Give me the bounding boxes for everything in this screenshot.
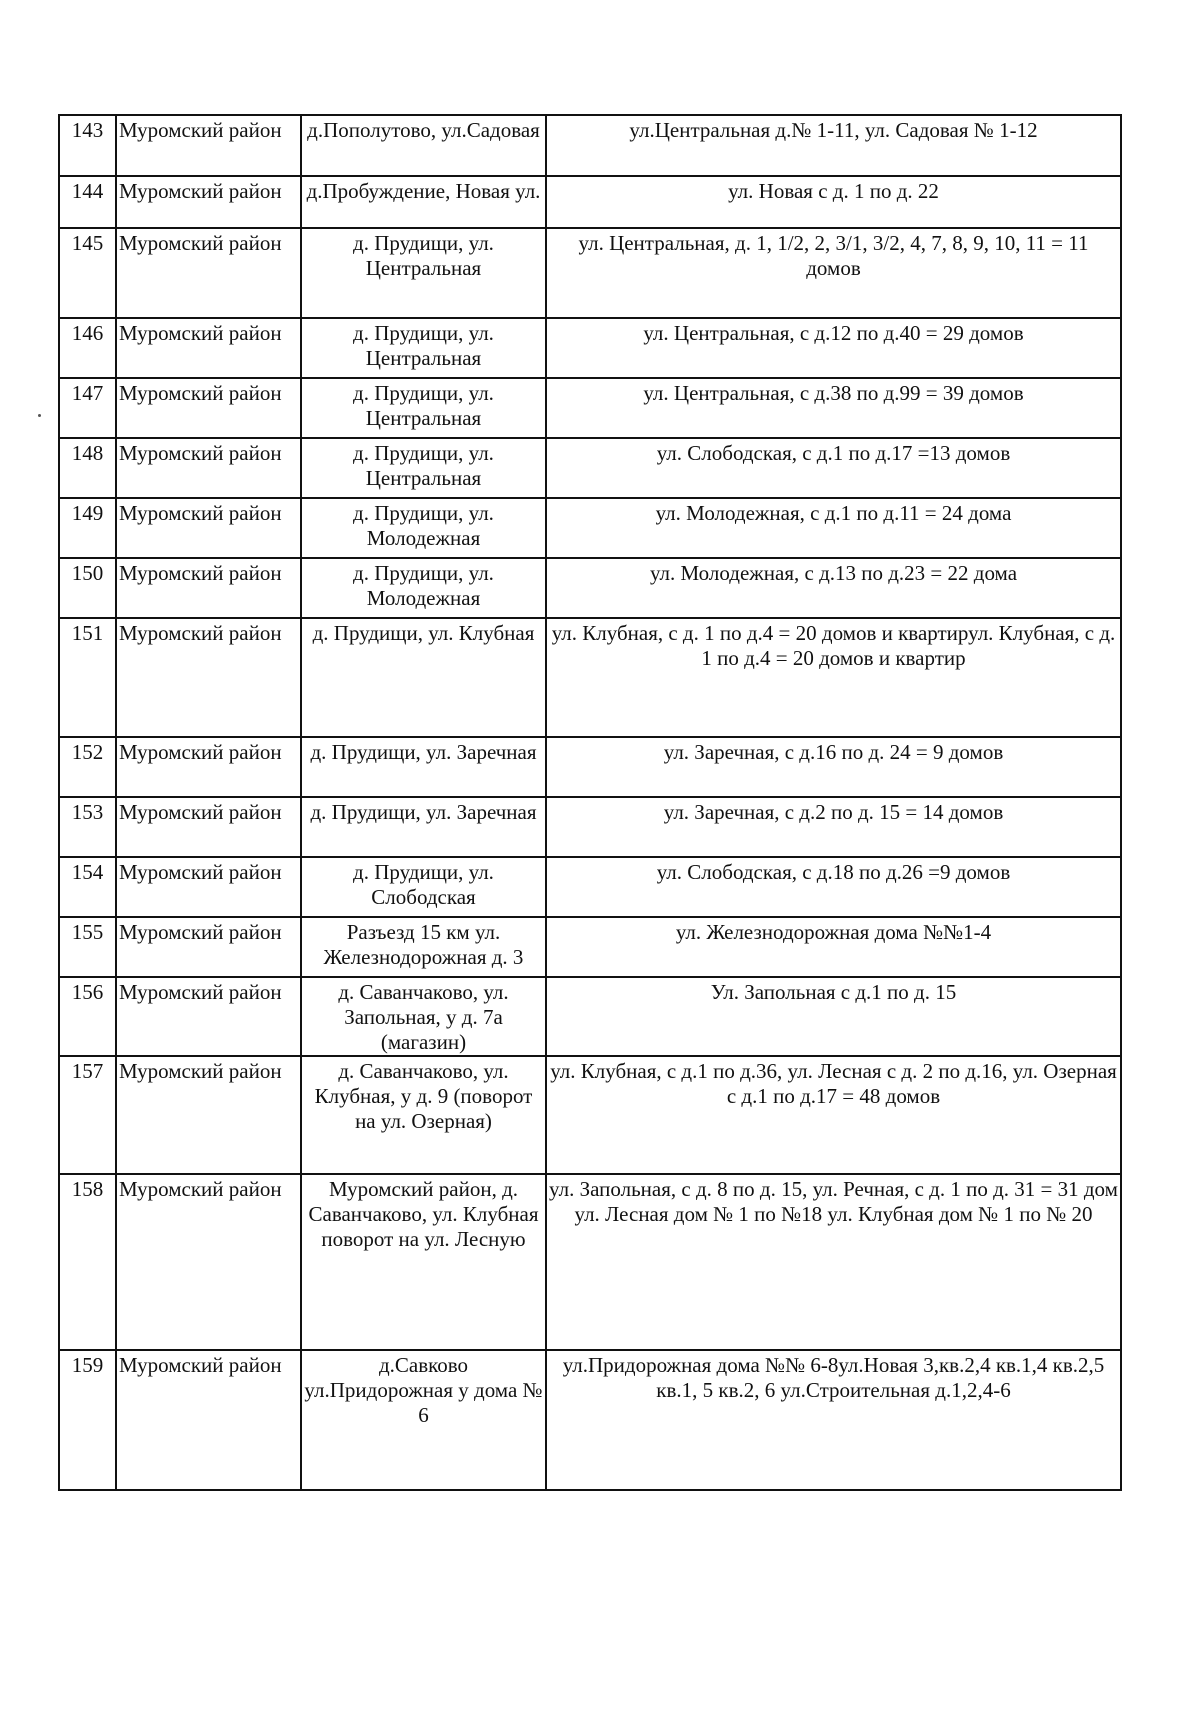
table-row <box>59 115 1121 176</box>
table-row <box>59 318 1121 378</box>
streets-cell: ул. Слободская, с д.18 по д.26 =9 домов <box>546 857 1121 917</box>
place-cell: д. Прудищи, ул. Заречная <box>301 737 546 797</box>
row-number: 151 <box>59 618 116 737</box>
row-number: 159 <box>59 1350 116 1490</box>
district-cell: Муромский район <box>116 977 301 1056</box>
district-cell: Муромский район <box>116 1350 301 1490</box>
place-cell: д. Прудищи, ул. Молодежная <box>301 558 546 618</box>
row-number: 156 <box>59 977 116 1056</box>
place-cell: д. Прудищи, ул. Центральная <box>301 438 546 498</box>
table-row <box>59 857 1121 917</box>
streets-cell: ул. Молодежная, с д.1 по д.11 = 24 дома <box>546 498 1121 558</box>
row-number: 158 <box>59 1174 116 1350</box>
streets-cell: ул. Клубная, с д.1 по д.36, ул. Лесная с д. 2 по д.16, ул. Озерная с д.1 по д.17 = 48 домов <box>546 1056 1121 1174</box>
table-row <box>59 1174 1121 1350</box>
district-cell: Муромский район <box>116 917 301 977</box>
row-number: 149 <box>59 498 116 558</box>
row-number: 157 <box>59 1056 116 1174</box>
district-cell: Муромский район <box>116 618 301 737</box>
place-cell: д. Прудищи, ул. Клубная <box>301 618 546 737</box>
place-cell: д. Прудищи, ул. Центральная <box>301 228 546 318</box>
row-number: 150 <box>59 558 116 618</box>
place-cell: д. Саванчаково, ул. Клубная, у д. 9 (поворот на ул. Озерная) <box>301 1056 546 1174</box>
table-row <box>59 558 1121 618</box>
streets-cell: Ул. Запольная с д.1 по д. 15 <box>546 977 1121 1056</box>
district-cell: Муромский район <box>116 176 301 228</box>
district-cell: Муромский район <box>116 378 301 438</box>
place-cell: Разъезд 15 км ул. Железнодорожная д. 3 <box>301 917 546 977</box>
place-cell: д. Прудищи, ул. Центральная <box>301 318 546 378</box>
place-cell: д.Савково ул.Придорожная у дома № 6 <box>301 1350 546 1490</box>
table-row <box>59 977 1121 1056</box>
place-cell: д. Прудищи, ул. Центральная <box>301 378 546 438</box>
row-number: 146 <box>59 318 116 378</box>
district-cell: Муромский район <box>116 115 301 176</box>
row-number: 152 <box>59 737 116 797</box>
streets-cell: ул. Запольная, с д. 8 по д. 15, ул. Речная, с д. 1 по д. 31 = 31 дом ул. Лесная дом № 1 по №18 ул. Клубная дом № 1 по № 20 <box>546 1174 1121 1350</box>
table-row <box>59 1350 1121 1490</box>
streets-cell: ул. Слободская, с д.1 по д.17 =13 домов <box>546 438 1121 498</box>
table-row <box>59 737 1121 797</box>
table-row <box>59 498 1121 558</box>
place-cell: д.Пополутово, ул.Садовая <box>301 115 546 176</box>
table-row <box>59 438 1121 498</box>
table-row <box>59 228 1121 318</box>
district-cell: Муромский район <box>116 558 301 618</box>
place-cell: Муромский район, д. Саванчаково, ул. Клубная поворот на ул. Лесную <box>301 1174 546 1350</box>
table-row <box>59 378 1121 438</box>
district-cell: Муромский район <box>116 737 301 797</box>
streets-cell: ул. Заречная, с д.2 по д. 15 = 14 домов <box>546 797 1121 857</box>
streets-cell: ул. Новая с д. 1 по д. 22 <box>546 176 1121 228</box>
table-row <box>59 618 1121 737</box>
streets-cell: ул.Придорожная дома №№ 6-8ул.Новая 3,кв.2,4 кв.1,4 кв.2,5 кв.1, 5 кв.2, 6 ул.Строительная д.1,2,4-6 <box>546 1350 1121 1490</box>
district-cell: Муромский район <box>116 318 301 378</box>
district-cell: Муромский район <box>116 228 301 318</box>
place-cell: д. Прудищи, ул. Заречная <box>301 797 546 857</box>
place-cell: д. Прудищи, ул. Молодежная <box>301 498 546 558</box>
row-number: 147 <box>59 378 116 438</box>
streets-cell: ул. Центральная, с д.12 по д.40 = 29 домов <box>546 318 1121 378</box>
row-number: 153 <box>59 797 116 857</box>
table-row <box>59 797 1121 857</box>
district-cell: Муромский район <box>116 1174 301 1350</box>
district-cell: Муромский район <box>116 857 301 917</box>
place-cell: д. Саванчаково, ул. Запольная, у д. 7а (магазин) <box>301 977 546 1056</box>
address-table <box>58 114 1122 1491</box>
table-row <box>59 917 1121 977</box>
district-cell: Муромский район <box>116 438 301 498</box>
streets-cell: ул. Центральная, д. 1, 1/2, 2, 3/1, 3/2, 4, 7, 8, 9, 10, 11 = 11 домов <box>546 228 1121 318</box>
streets-cell: ул. Центральная, с д.38 по д.99 = 39 домов <box>546 378 1121 438</box>
place-cell: д.Пробуждение, Новая ул. <box>301 176 546 228</box>
row-number: 148 <box>59 438 116 498</box>
row-number: 155 <box>59 917 116 977</box>
table-row <box>59 1056 1121 1174</box>
streets-cell: ул. Клубная, с д. 1 по д.4 = 20 домов и квартирул. Клубная, с д. 1 по д.4 = 20 домов и квартир <box>546 618 1121 737</box>
row-number: 145 <box>59 228 116 318</box>
row-number: 143 <box>59 115 116 176</box>
scan-speck <box>38 414 41 417</box>
district-cell: Муромский район <box>116 1056 301 1174</box>
streets-cell: ул. Железнодорожная дома №№1-4 <box>546 917 1121 977</box>
streets-cell: ул. Заречная, с д.16 по д. 24 = 9 домов <box>546 737 1121 797</box>
district-cell: Муромский район <box>116 498 301 558</box>
district-cell: Муромский район <box>116 797 301 857</box>
row-number: 144 <box>59 176 116 228</box>
table-row <box>59 176 1121 228</box>
row-number: 154 <box>59 857 116 917</box>
streets-cell: ул.Центральная д.№ 1-11, ул. Садовая № 1-12 <box>546 115 1121 176</box>
place-cell: д. Прудищи, ул. Слободская <box>301 857 546 917</box>
streets-cell: ул. Молодежная, с д.13 по д.23 = 22 дома <box>546 558 1121 618</box>
